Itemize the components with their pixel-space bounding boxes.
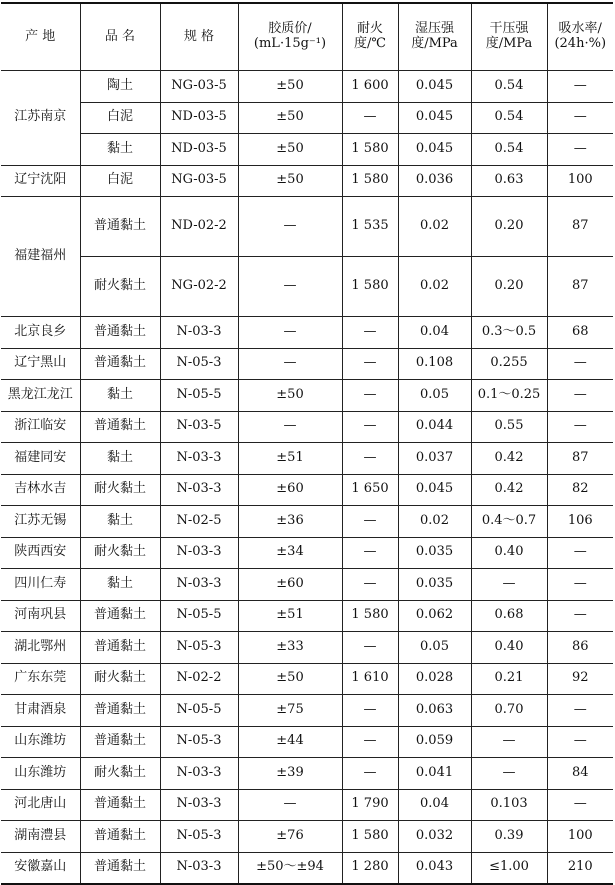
spec-cell: NG-03-5 (160, 71, 238, 103)
wet-strength-cell: 0.035 (398, 569, 471, 601)
origin-cell: 福建福州 (1, 197, 80, 317)
table-row (1, 600, 613, 632)
clay-properties-table (1, 2, 613, 885)
origin-cell: 陕西西安 (1, 537, 80, 569)
colloid-value-cell: ±50～±94 (238, 852, 342, 884)
product-cell: 普通黏土 (80, 821, 160, 853)
wet-strength-cell: 0.037 (398, 443, 471, 475)
wet-strength-cell: 0.062 (398, 600, 471, 632)
origin-cell: 河南巩县 (1, 600, 80, 632)
refractoriness-cell: — (342, 758, 398, 790)
refractoriness-cell: — (342, 632, 398, 664)
origin-cell: 黑龙江龙江 (1, 380, 80, 412)
refractoriness-cell: — (342, 411, 398, 443)
table-row (1, 134, 613, 166)
water-absorption-cell: 84 (547, 758, 613, 790)
dry-strength-cell: 0.21 (471, 663, 547, 695)
table-row (1, 380, 613, 412)
product-cell: 普通黏土 (80, 695, 160, 727)
dry-strength-cell: 0.70 (471, 695, 547, 727)
spec-cell: N-03-3 (160, 569, 238, 601)
spec-cell: N-05-3 (160, 632, 238, 664)
dry-strength-cell: 0.1～0.25 (471, 380, 547, 412)
spec-cell: N-05-5 (160, 380, 238, 412)
table-row (1, 695, 613, 727)
origin-cell: 湖北鄂州 (1, 632, 80, 664)
colloid-value-cell: ±60 (238, 474, 342, 506)
table-row (1, 537, 613, 569)
wet-strength-cell: 0.04 (398, 789, 471, 821)
dry-strength-cell: — (471, 758, 547, 790)
spec-cell: N-05-3 (160, 821, 238, 853)
header-refractory (342, 3, 398, 71)
product-cell: 普通黏土 (80, 197, 160, 257)
wet-strength-cell: 0.045 (398, 134, 471, 166)
wet-strength-cell: 0.036 (398, 165, 471, 197)
dry-strength-cell: — (471, 569, 547, 601)
product-cell: 耐火黏土 (80, 537, 160, 569)
origin-cell: 福建同安 (1, 443, 80, 475)
water-absorption-cell: — (547, 348, 613, 380)
spec-cell: N-03-5 (160, 411, 238, 443)
water-absorption-cell: — (547, 134, 613, 166)
refractoriness-cell: 1 580 (342, 600, 398, 632)
dry-strength-cell: 0.40 (471, 632, 547, 664)
wet-strength-cell: 0.02 (398, 197, 471, 257)
origin-cell: 安徽嘉山 (1, 852, 80, 884)
colloid-value-cell: ±51 (238, 600, 342, 632)
wet-strength-cell: 0.063 (398, 695, 471, 727)
product-cell: 普通黏土 (80, 726, 160, 758)
product-cell: 普通黏土 (80, 411, 160, 443)
product-cell: 黏土 (80, 506, 160, 538)
wet-strength-cell: 0.032 (398, 821, 471, 853)
wet-strength-cell: 0.05 (398, 380, 471, 412)
header-dry-strength (471, 3, 547, 71)
dry-strength-cell: 0.54 (471, 134, 547, 166)
refractoriness-cell: 1 790 (342, 789, 398, 821)
dry-strength-cell: 0.40 (471, 537, 547, 569)
origin-cell: 河北唐山 (1, 789, 80, 821)
product-cell: 普通黏土 (80, 348, 160, 380)
spec-cell: N-03-3 (160, 443, 238, 475)
table-row (1, 506, 613, 538)
table-row (1, 632, 613, 664)
origin-cell: 山东潍坊 (1, 726, 80, 758)
origin-cell: 辽宁沈阳 (1, 165, 80, 197)
water-absorption-cell: — (547, 569, 613, 601)
colloid-value-cell: ±50 (238, 380, 342, 412)
header-colloid-line2: (mL·15g⁻¹) (253, 36, 327, 51)
colloid-value-cell: ±75 (238, 695, 342, 727)
water-absorption-cell: 87 (547, 197, 613, 257)
wet-strength-cell: 0.045 (398, 474, 471, 506)
wet-strength-cell: 0.041 (398, 758, 471, 790)
water-absorption-cell: — (547, 600, 613, 632)
water-absorption-cell: 87 (547, 443, 613, 475)
refractoriness-cell: 1 580 (342, 165, 398, 197)
wet-strength-cell: 0.044 (398, 411, 471, 443)
header-dry-line1: 干压强 (489, 21, 529, 37)
refractoriness-cell: — (342, 348, 398, 380)
product-cell: 白泥 (80, 165, 160, 197)
header-wet-line1: 湿压强 (414, 21, 454, 37)
spec-cell: N-05-5 (160, 600, 238, 632)
spec-cell: ND-03-5 (160, 102, 238, 134)
product-cell: 白泥 (80, 102, 160, 134)
header-absorb-line2: (24h·%) (554, 36, 607, 51)
table-row (1, 165, 613, 197)
refractoriness-cell: — (342, 380, 398, 412)
product-cell: 陶土 (80, 71, 160, 103)
table-row (1, 663, 613, 695)
product-cell: 普通黏土 (80, 632, 160, 664)
water-absorption-cell: 106 (547, 506, 613, 538)
dry-strength-cell: 0.3～0.5 (471, 317, 547, 349)
table-row (1, 348, 613, 380)
water-absorption-cell: 92 (547, 663, 613, 695)
refractoriness-cell: — (342, 726, 398, 758)
table-row (1, 257, 613, 317)
dry-strength-cell: 0.54 (471, 71, 547, 103)
spec-cell: N-05-5 (160, 695, 238, 727)
colloid-value-cell: — (238, 789, 342, 821)
table-body (1, 71, 613, 885)
origin-cell: 甘肃酒泉 (1, 695, 80, 727)
table-row (1, 569, 613, 601)
colloid-value-cell: ±50 (238, 102, 342, 134)
table-row (1, 317, 613, 349)
origin-cell: 吉林水吉 (1, 474, 80, 506)
spec-cell: N-03-3 (160, 852, 238, 884)
wet-strength-cell: 0.108 (398, 348, 471, 380)
header-refractory-line2: 度/℃ (354, 36, 386, 51)
colloid-value-cell: ±34 (238, 537, 342, 569)
origin-cell: 辽宁黑山 (1, 348, 80, 380)
water-absorption-cell: — (547, 411, 613, 443)
dry-strength-cell: 0.255 (471, 348, 547, 380)
table-row (1, 411, 613, 443)
refractoriness-cell: — (342, 102, 398, 134)
colloid-value-cell: ±44 (238, 726, 342, 758)
product-cell: 耐火黏土 (80, 663, 160, 695)
water-absorption-cell: 210 (547, 852, 613, 884)
origin-cell: 湖南澧县 (1, 821, 80, 853)
dry-strength-cell: ≤1.00 (471, 852, 547, 884)
water-absorption-cell: 100 (547, 165, 613, 197)
spec-cell: N-03-3 (160, 789, 238, 821)
water-absorption-cell: — (547, 380, 613, 412)
header-refractory-line1: 耐火 (356, 21, 383, 37)
table-row (1, 197, 613, 257)
dry-strength-cell: 0.39 (471, 821, 547, 853)
header-origin: 产 地 (1, 3, 80, 71)
colloid-value-cell: — (238, 348, 342, 380)
dry-strength-cell: 0.63 (471, 165, 547, 197)
origin-cell: 江苏南京 (1, 71, 80, 166)
colloid-value-cell: — (238, 197, 342, 257)
colloid-value-cell: — (238, 257, 342, 317)
spec-cell: N-03-3 (160, 537, 238, 569)
table-row (1, 102, 613, 134)
spec-cell: NG-03-5 (160, 165, 238, 197)
dry-strength-cell: 0.20 (471, 257, 547, 317)
dry-strength-cell: 0.54 (471, 102, 547, 134)
product-cell: 耐火黏土 (80, 758, 160, 790)
colloid-value-cell: ±36 (238, 506, 342, 538)
refractoriness-cell: 1 535 (342, 197, 398, 257)
water-absorption-cell: — (547, 102, 613, 134)
header-product: 品 名 (80, 3, 160, 71)
origin-cell: 四川仁寿 (1, 569, 80, 601)
spec-cell: ND-02-2 (160, 197, 238, 257)
spec-cell: N-03-3 (160, 474, 238, 506)
origin-cell: 江苏无锡 (1, 506, 80, 538)
wet-strength-cell: 0.02 (398, 257, 471, 317)
refractoriness-cell: 1 600 (342, 71, 398, 103)
wet-strength-cell: 0.04 (398, 317, 471, 349)
table-row (1, 789, 613, 821)
wet-strength-cell: 0.045 (398, 102, 471, 134)
dry-strength-cell: 0.103 (471, 789, 547, 821)
header-spec: 规 格 (160, 3, 238, 71)
table-row (1, 443, 613, 475)
header-colloid (238, 3, 342, 71)
wet-strength-cell: 0.035 (398, 537, 471, 569)
water-absorption-cell: 68 (547, 317, 613, 349)
header-dry-line2: 度/MPa (485, 36, 533, 51)
spec-cell: N-02-2 (160, 663, 238, 695)
product-cell: 普通黏土 (80, 789, 160, 821)
refractoriness-cell: 1 580 (342, 821, 398, 853)
spec-cell: ND-03-5 (160, 134, 238, 166)
wet-strength-cell: 0.028 (398, 663, 471, 695)
dry-strength-cell: 0.42 (471, 474, 547, 506)
refractoriness-cell: 1 280 (342, 852, 398, 884)
refractoriness-cell: 1 650 (342, 474, 398, 506)
product-cell: 普通黏土 (80, 852, 160, 884)
refractoriness-cell: 1 580 (342, 134, 398, 166)
origin-cell: 广东东莞 (1, 663, 80, 695)
water-absorption-cell: 86 (547, 632, 613, 664)
spec-cell: N-05-3 (160, 726, 238, 758)
water-absorption-cell: — (547, 789, 613, 821)
product-cell: 耐火黏土 (80, 257, 160, 317)
colloid-value-cell: ±76 (238, 821, 342, 853)
water-absorption-cell: 82 (547, 474, 613, 506)
product-cell: 黏土 (80, 134, 160, 166)
wet-strength-cell: 0.05 (398, 632, 471, 664)
colloid-value-cell: — (238, 317, 342, 349)
water-absorption-cell: 87 (547, 257, 613, 317)
colloid-value-cell: ±60 (238, 569, 342, 601)
product-cell: 黏土 (80, 380, 160, 412)
header-water-absorption (547, 3, 613, 71)
colloid-value-cell: ±39 (238, 758, 342, 790)
header-wet-strength (398, 3, 471, 71)
colloid-value-cell: ±50 (238, 663, 342, 695)
spec-cell: N-03-3 (160, 317, 238, 349)
spec-cell: N-02-5 (160, 506, 238, 538)
product-cell: 普通黏土 (80, 317, 160, 349)
colloid-value-cell: — (238, 411, 342, 443)
product-cell: 耐火黏土 (80, 474, 160, 506)
water-absorption-cell: — (547, 726, 613, 758)
colloid-value-cell: ±51 (238, 443, 342, 475)
refractoriness-cell: 1 580 (342, 257, 398, 317)
water-absorption-cell: — (547, 71, 613, 103)
refractoriness-cell: — (342, 443, 398, 475)
header-row (1, 3, 613, 71)
table-row (1, 71, 613, 103)
spec-cell: NG-02-2 (160, 257, 238, 317)
dry-strength-cell: — (471, 726, 547, 758)
dry-strength-cell: 0.4～0.7 (471, 506, 547, 538)
product-cell: 黏土 (80, 443, 160, 475)
header-colloid-line1: 胶质价/ (268, 21, 312, 37)
origin-cell: 浙江临安 (1, 411, 80, 443)
refractoriness-cell: — (342, 317, 398, 349)
table-row (1, 474, 613, 506)
spec-cell: N-05-3 (160, 348, 238, 380)
wet-strength-cell: 0.045 (398, 71, 471, 103)
header-wet-line2: 度/MPa (411, 36, 458, 51)
header-absorb-line1: 吸水率/ (558, 21, 602, 37)
dry-strength-cell: 0.68 (471, 600, 547, 632)
table-row (1, 821, 613, 853)
water-absorption-cell: — (547, 695, 613, 727)
wet-strength-cell: 0.043 (398, 852, 471, 884)
table-row (1, 758, 613, 790)
table-row (1, 726, 613, 758)
dry-strength-cell: 0.42 (471, 443, 547, 475)
spec-cell: N-03-3 (160, 758, 238, 790)
refractoriness-cell: — (342, 537, 398, 569)
origin-cell: 山东潍坊 (1, 758, 80, 790)
colloid-value-cell: ±33 (238, 632, 342, 664)
refractoriness-cell: — (342, 695, 398, 727)
wet-strength-cell: 0.02 (398, 506, 471, 538)
product-cell: 黏土 (80, 569, 160, 601)
refractoriness-cell: — (342, 506, 398, 538)
water-absorption-cell: — (547, 537, 613, 569)
refractoriness-cell: 1 610 (342, 663, 398, 695)
refractoriness-cell: — (342, 569, 398, 601)
water-absorption-cell: 100 (547, 821, 613, 853)
dry-strength-cell: 0.20 (471, 197, 547, 257)
origin-cell: 北京良乡 (1, 317, 80, 349)
colloid-value-cell: ±50 (238, 134, 342, 166)
colloid-value-cell: ±50 (238, 71, 342, 103)
product-cell: 普通黏土 (80, 600, 160, 632)
dry-strength-cell: 0.55 (471, 411, 547, 443)
table-row (1, 852, 613, 884)
wet-strength-cell: 0.059 (398, 726, 471, 758)
colloid-value-cell: ±50 (238, 165, 342, 197)
